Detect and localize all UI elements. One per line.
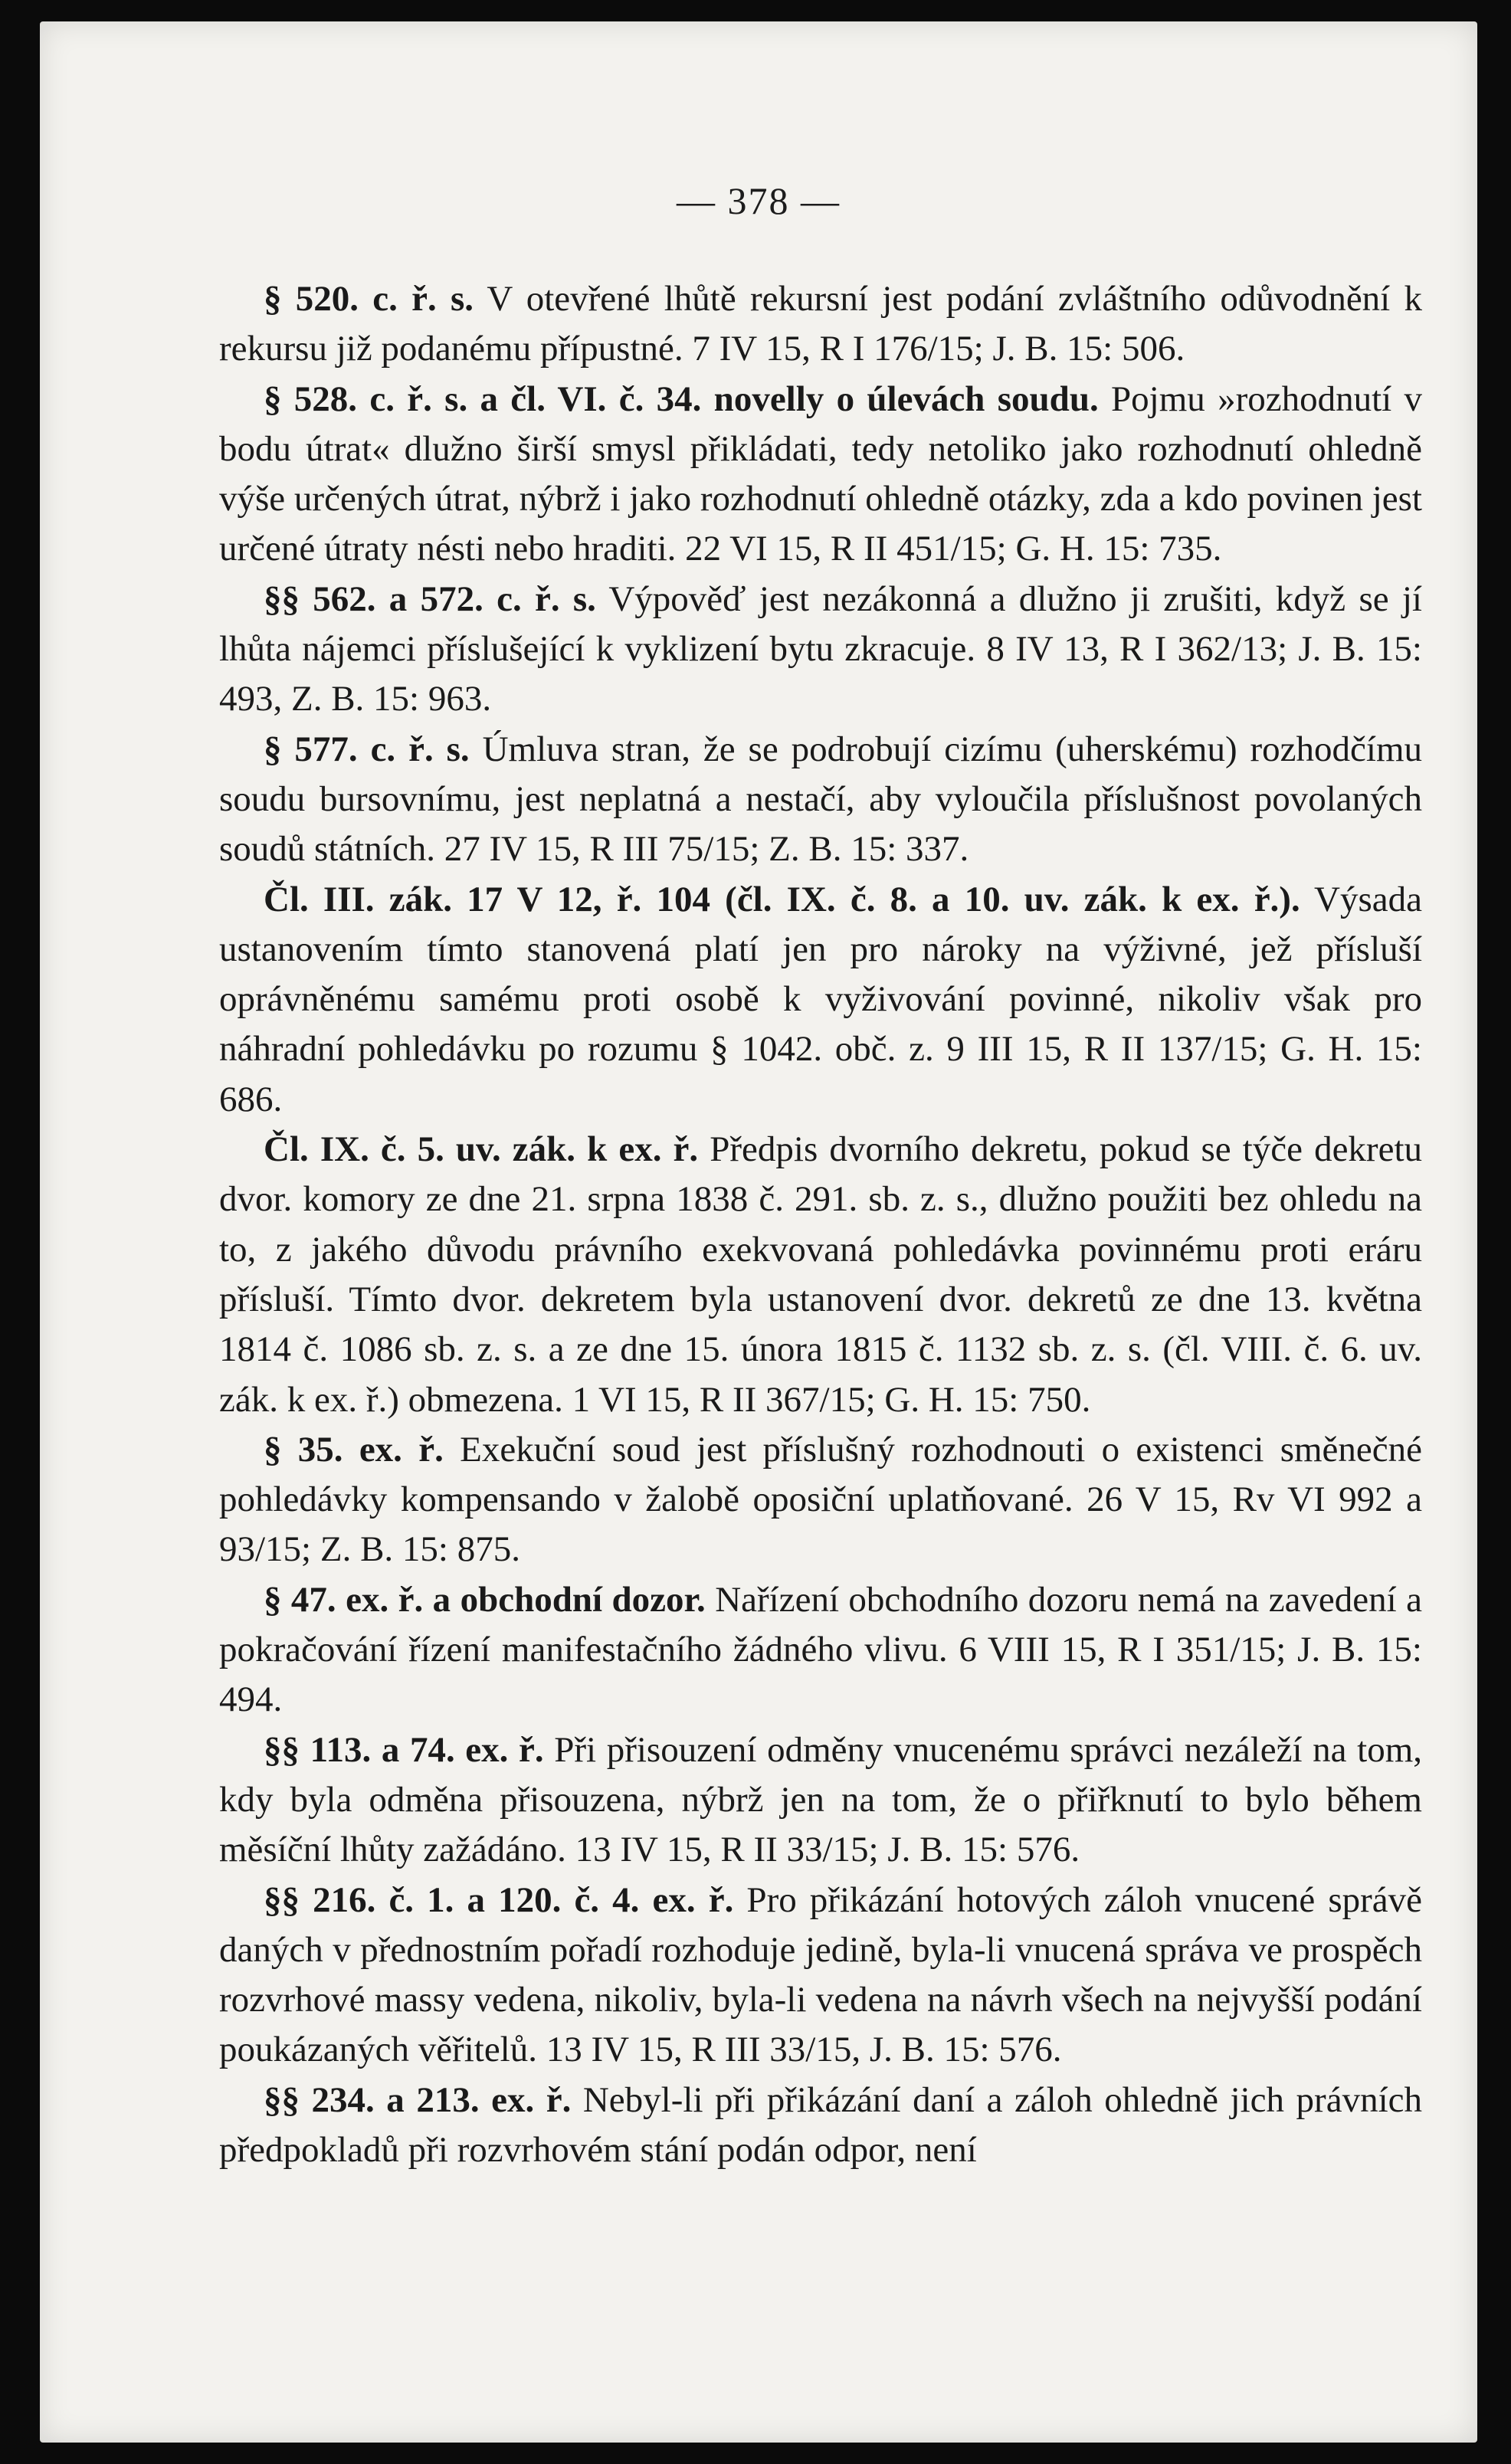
paragraph-reference: §§ 113. a 74. ex. ř. xyxy=(264,1729,544,1770)
paragraph-35 xyxy=(219,1425,1422,1575)
paragraph-reference: § 520. c. ř. s. xyxy=(264,279,474,319)
paragraph-234 xyxy=(219,2076,1422,2176)
paragraph-body: Exekuční soud jest příslušný rozhodnouti o existenci směnečné pohledávky kompensando v žalobě oposiční uplatňované. 26 V 15, Rv VI 992 a 93/15; Z. B. 15: 875. xyxy=(219,1429,1422,1570)
paragraph-577 xyxy=(219,725,1422,875)
paragraph-reference: §§ 216. č. 1. a 120. č. 4. ex. ř. xyxy=(264,1879,734,1920)
paragraph-body: Výpověď jest nezákonná a dlužno ji zrušiti, když se jí lhůta nájemci příslušející k vyklizení bytu zkracuje. 8 IV 13, R I 362/13; J. B. 15: 493, Z. B. 15: 963. xyxy=(219,578,1422,719)
book-page xyxy=(40,21,1477,2443)
page-number: — 378 — xyxy=(677,179,841,222)
paragraph-body: Pro přikázání hotových záloh vnucené správě daných v přednostním pořadí rozhoduje jedině, byla-li vnucená správa ve prospěch rozvrhové massy vedena, nikoliv, byla-li vedena na návrh všech na nejvyšší podání poukázaných věřitelů. 13 IV 15, R III 33/15, J. B. 15: 576. xyxy=(219,1879,1422,2070)
paragraph-reference: § 35. ex. ř. xyxy=(264,1429,444,1470)
page-text xyxy=(219,274,1422,2175)
paragraph-216 xyxy=(219,1876,1422,2076)
paragraph-reference: §§ 234. a 213. ex. ř. xyxy=(264,2079,572,2120)
paragraph-body: Při přisouzení odměny vnucenému správci nezáleží na tom, kdy byla odměna přisouzena, nýbrž jen na tom, že o přiřknutí to bylo během měsíční lhůty zažádáno. 13 IV 15, R II 33/15; J. B. 15: 576. xyxy=(219,1729,1422,1870)
paragraph-reference: Čl. III. zák. 17 V 12, ř. 104 (čl. IX. č. 8. a 10. uv. zák. k ex. ř.). xyxy=(264,879,1300,919)
paragraph-113 xyxy=(219,1725,1422,1876)
paragraph-reference: § 47. ex. ř. a obchodní dozor. xyxy=(264,1579,706,1620)
paragraph-520 xyxy=(219,274,1422,375)
paragraph-reference: §§ 562. a 572. c. ř. s. xyxy=(264,578,596,619)
paragraph-body: Předpis dvorního dekretu, pokud se týče dekretu dvor. komory ze dne 21. srpna 1838 č. 291. sb. z. s., dlužno použiti bez ohledu na to, z jakého důvodu právního exekvovaná pohledávka povinnému proti eráru přísluší. Tímto dvor. dekretem byla ustanovení dvor. dekretů ze dne 13. května 1814 č. 1086 sb. z. s. a ze dne 15. února 1815 č. 1132 sb. z. s. (čl. VIII. č. 6. uv. zák. k ex. ř.) obmezena. 1 VI 15, R II 367/15; G. H. 15: 750. xyxy=(219,1129,1423,1420)
paragraph-528 xyxy=(219,375,1422,575)
paragraph-cl-ix xyxy=(219,1125,1422,1425)
paragraph-47 xyxy=(219,1575,1422,1725)
paragraph-reference: § 577. c. ř. s. xyxy=(264,729,470,769)
paragraph-body: Nebyl-li při přikázání daní a záloh ohledně jich právních předpokladů při rozvrhovém stání podán odpor, není xyxy=(219,2079,1422,2170)
paragraph-body: Úmluva stran, že se podrobují cizímu (uherskému) rozhodčímu soudu bursovnímu, jest neplatná a nestačí, aby vyloučila příslušnost povolaných soudů státních. 27 IV 15, R III 75/15; Z. B. 15: 337. xyxy=(219,729,1422,870)
paragraph-body: V otevřené lhůtě rekursní jest podání zvláštního odůvodnění k rekursu již podanému přípustné. 7 IV 15, R I 176/15; J. B. 15: 506. xyxy=(219,279,1422,369)
paragraph-body: Pojmu »rozhodnutí v bodu útrat« dlužno širší smysl přikládati, tedy netoliko jako rozhodnutí ohledně výše určených útrat, nýbrž i jako rozhodnutí ohledně otázky, zda a kdo povinen jest určené útraty nésti nebo hraditi. 22 VI 15, R II 451/15; G. H. 15: 735. xyxy=(219,378,1423,569)
paragraph-cl-iii xyxy=(219,875,1422,1125)
paragraph-562 xyxy=(219,575,1422,725)
paragraph-body: Nařízení obchodního dozoru nemá na zavedení a pokračování řízení manifestačního žádného vlivu. 6 VIII 15, R I 351/15; J. B. 15: 494. xyxy=(219,1579,1422,1720)
paragraph-reference: § 528. c. ř. s. a čl. VI. č. 34. novelly o úlevách soudu. xyxy=(264,378,1099,419)
paragraph-body: Výsada ustanovením tímto stanovená platí jen pro nároky na výživné, jež přísluší oprávněnému samému proti osobě k vyživování povinné, nikoliv však pro náhradní pohledávku po rozumu § 1042. obč. z. 9 III 15, R II 137/15; G. H. 15: 686. xyxy=(219,879,1423,1119)
paragraph-reference: Čl. IX. č. 5. uv. zák. k ex. ř. xyxy=(264,1129,699,1170)
